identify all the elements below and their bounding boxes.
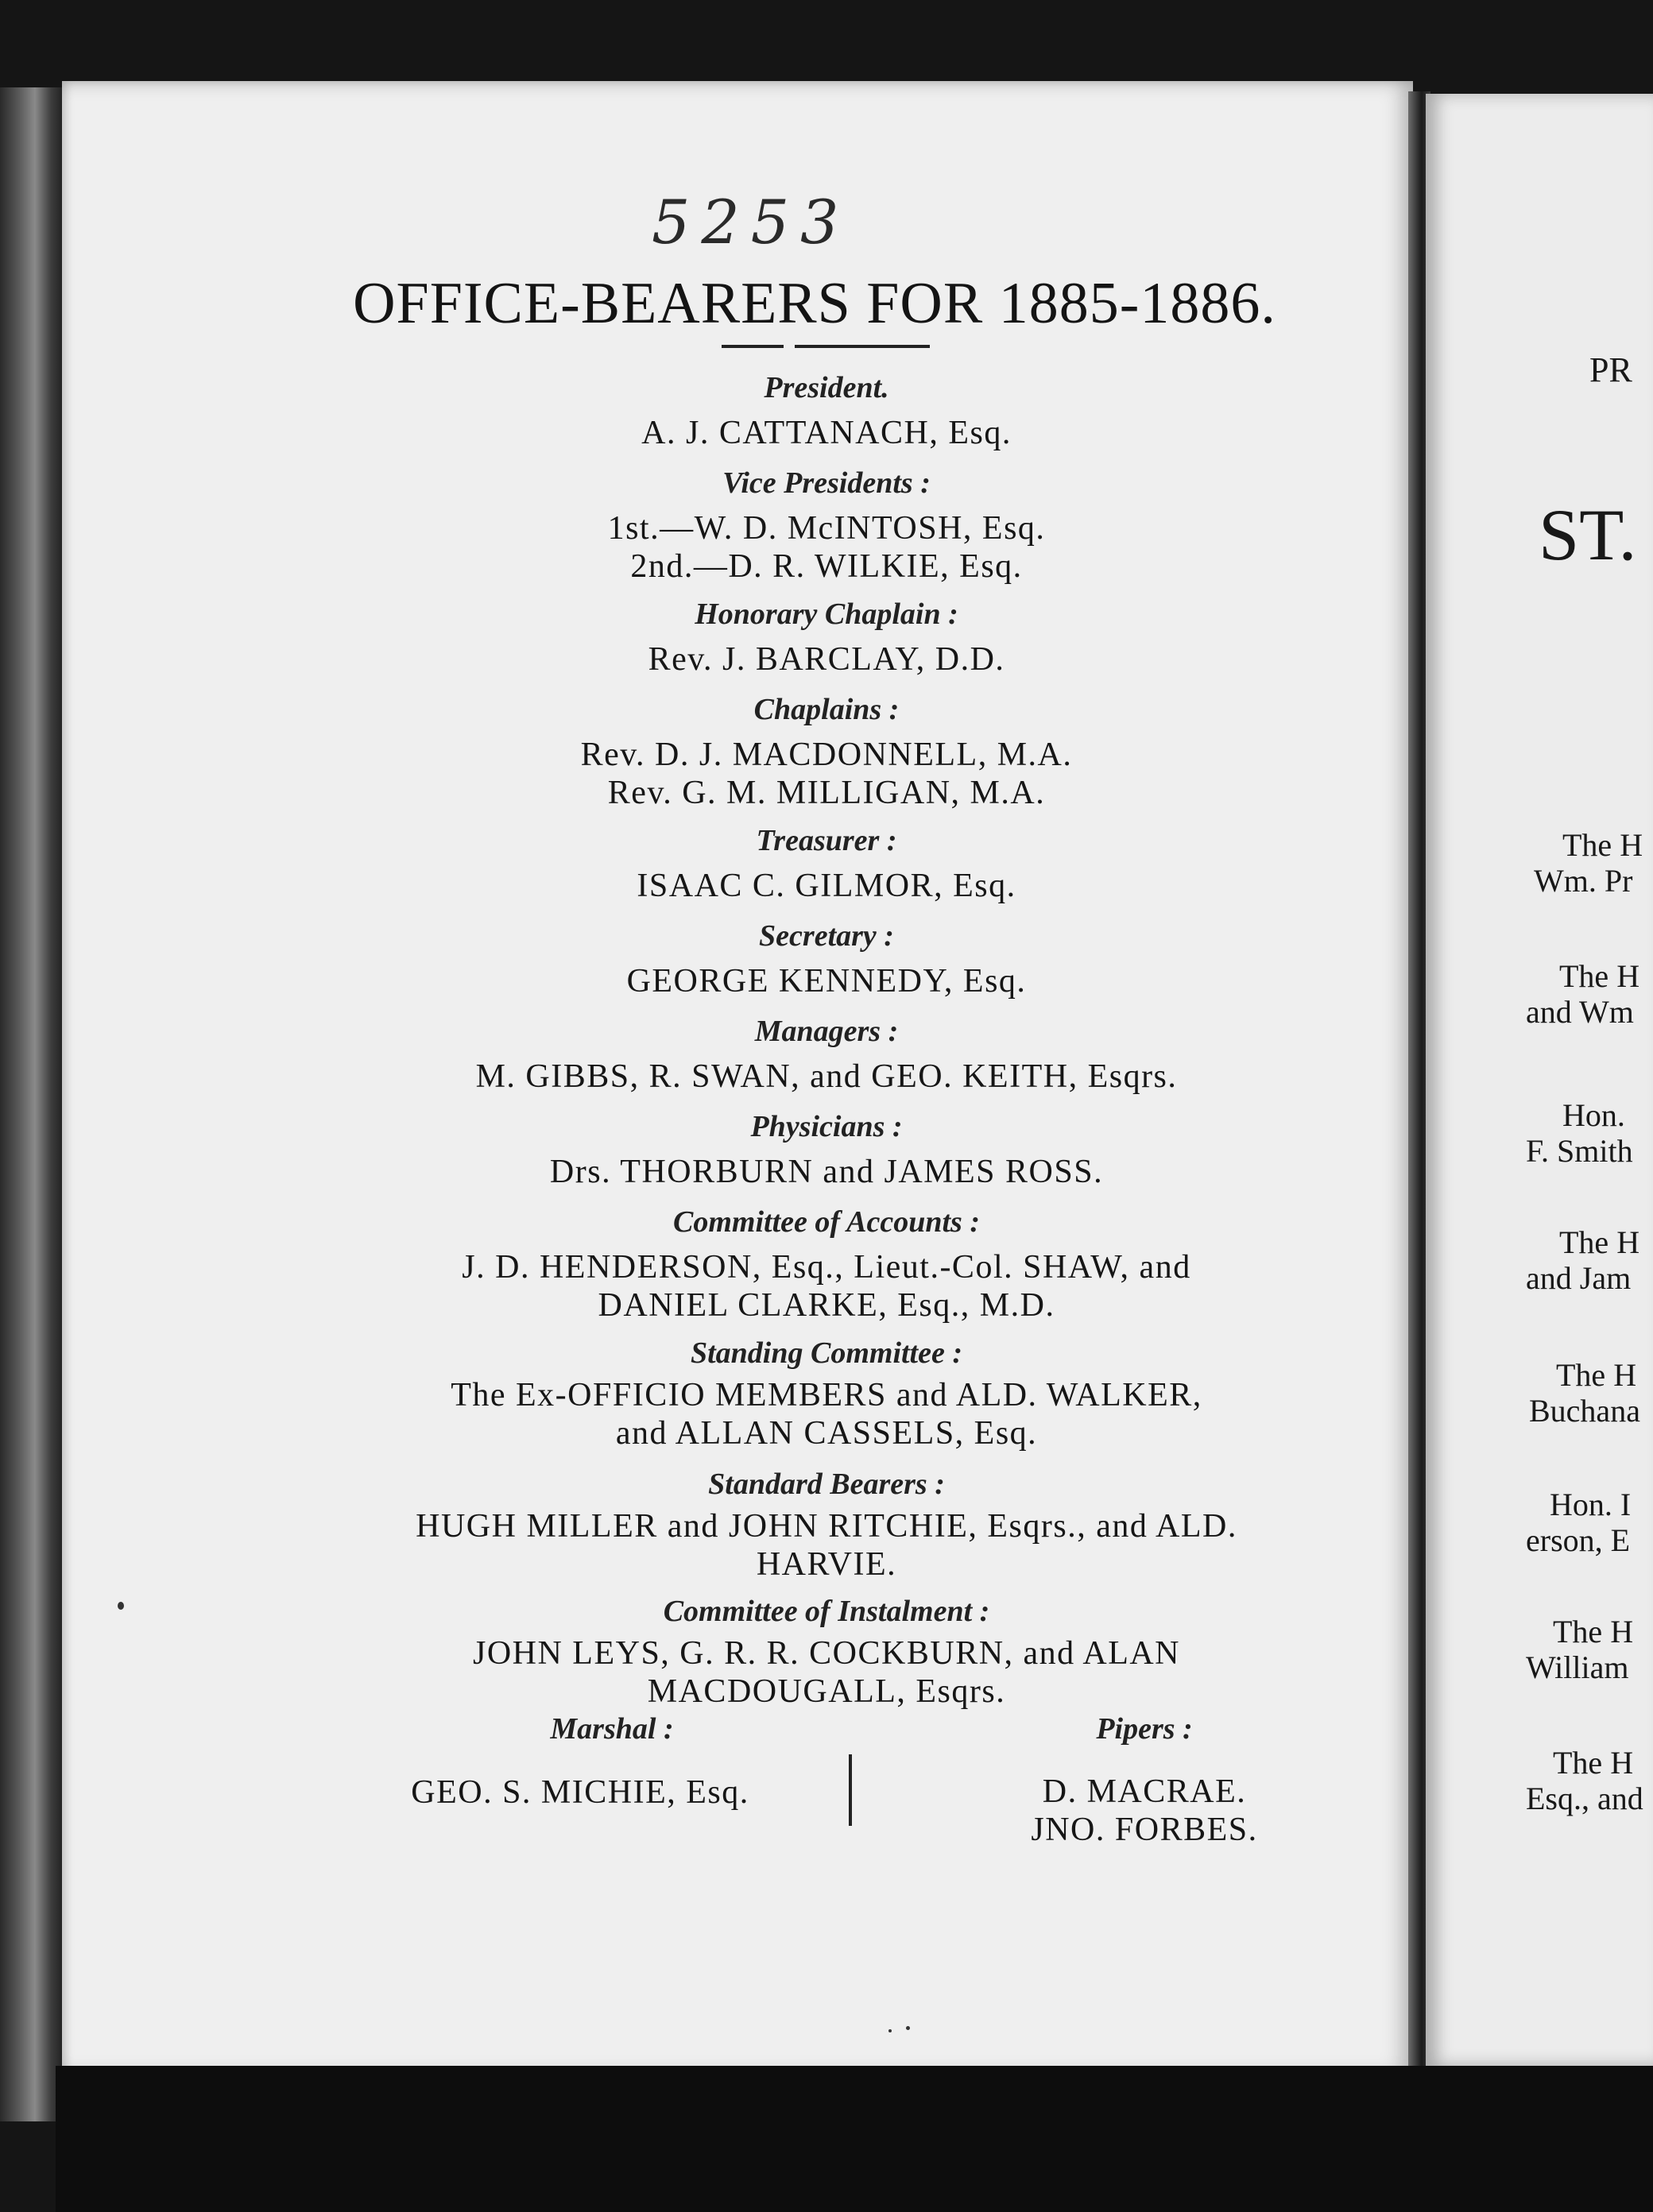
office-holder-line: JOHN LEYS, G. R. R. COCKBURN, and ALAN (472, 1635, 1181, 1672)
marshal-name: GEO. S. MICHIE, Esq. (411, 1774, 749, 1811)
office-holder-line: HARVIE. (756, 1546, 897, 1583)
office-entry (262, 596, 1391, 679)
page-heading: OFFICE-BEARERS FOR 1885-1886. (353, 271, 1276, 336)
right-page-fragment: ST. (1539, 494, 1637, 575)
office-role: Secretary : (759, 919, 894, 953)
office-role: Honorary Chaplain : (695, 597, 958, 631)
office-entry (262, 1593, 1391, 1711)
office-entry (262, 369, 1391, 452)
marshal-role: Marshal : (550, 1712, 674, 1746)
right-page-fragment: erson, E (1526, 1522, 1631, 1558)
right-page-fragment: William (1526, 1649, 1629, 1685)
heading-rule-long (795, 345, 930, 348)
piper-name-1: D. MACRAE. (1042, 1773, 1247, 1810)
office-holder-line: J. D. HENDERSON, Esq., Lieut.-Col. SHAW, and (462, 1249, 1191, 1286)
office-holder-line: MACDOUGALL, Esqrs. (647, 1673, 1006, 1710)
office-role: Committee of Accounts : (673, 1205, 980, 1239)
book-spine-edge (0, 87, 64, 2121)
office-entry (262, 1108, 1391, 1191)
right-page-fragment: and Wm (1526, 994, 1634, 1030)
right-page-fragment: and Jam (1526, 1260, 1632, 1296)
office-entry (262, 1013, 1391, 1096)
office-holder-line: HUGH MILLER and JOHN RITCHIE, Esqrs., and ALD. (416, 1508, 1237, 1545)
office-holder-line: Drs. THORBURN and JAMES ROSS. (549, 1154, 1104, 1190)
marshal-name-block (334, 1773, 826, 1812)
office-entry (262, 691, 1391, 812)
office-role: Standard Bearers : (708, 1468, 945, 1501)
office-holder-line: and ALLAN CASSELS, Esq. (615, 1415, 1038, 1452)
office-holder-line: GEORGE KENNEDY, Esq. (626, 963, 1027, 1000)
office-holder-line: Rev. J. BARCLAY, D.D. (648, 641, 1005, 678)
heading-rule-short (722, 345, 784, 348)
office-role: Physicians : (750, 1110, 903, 1143)
office-entry (262, 822, 1391, 905)
right-page-fragment: The H (1559, 958, 1640, 994)
office-role: Treasurer : (756, 824, 897, 857)
office-role: Standing Committee : (690, 1336, 963, 1370)
right-page-fragment: The H (1559, 1224, 1640, 1260)
bottom-shadow (56, 2066, 1653, 2212)
office-entry (262, 1204, 1391, 1324)
office-holder-line: M. GIBBS, R. SWAN, and GEO. KEITH, Esqrs. (475, 1058, 1178, 1095)
office-holder-line: Rev. D. J. MACDONNELL, M.A. (580, 737, 1073, 773)
pipers-role: Pipers : (1096, 1712, 1193, 1746)
page-speck (118, 1602, 124, 1610)
office-holder-line: DANIEL CLARKE, Esq., M.D. (598, 1287, 1055, 1324)
page-speck (906, 2026, 910, 2030)
office-holder-line: ISAAC C. GILMOR, Esq. (637, 868, 1016, 904)
office-holder-line: A. J. CATTANACH, Esq. (641, 415, 1012, 451)
right-page-fragment: The H (1562, 827, 1643, 863)
marshal-role-block (445, 1711, 779, 1747)
page-speck (888, 2029, 892, 2032)
office-entry (262, 918, 1391, 1000)
right-page-fragment: The H (1553, 1614, 1634, 1649)
handwritten-number: 5253 (652, 187, 850, 257)
column-divider (849, 1754, 852, 1826)
office-holder-line: 1st.—W. D. McINTOSH, Esq. (607, 510, 1046, 547)
right-page-fragment: PR (1589, 350, 1632, 389)
office-entry (262, 465, 1391, 586)
office-entry (262, 1335, 1391, 1452)
right-page-fragment: The H (1556, 1357, 1637, 1393)
right-page-fragment: Wm. Pr (1534, 863, 1633, 899)
office-holder-line: Rev. G. M. MILLIGAN, M.A. (607, 775, 1046, 811)
right-page-fragment: Hon. I (1550, 1487, 1632, 1522)
office-role: Chaplains : (753, 693, 900, 726)
office-role: Vice Presidents : (722, 466, 931, 500)
office-role: Managers : (754, 1015, 899, 1048)
office-holder-line: 2nd.—D. R. WILKIE, Esq. (630, 548, 1023, 585)
office-holder-line: The Ex-OFFICIO MEMBERS and ALD. WALKER, (451, 1377, 1202, 1413)
pipers-block (954, 1711, 1335, 1849)
right-page-fragment: Hon. (1562, 1097, 1625, 1133)
right-page-fragment: The H (1553, 1745, 1634, 1781)
piper-name-2: JNO. FORBES. (1031, 1812, 1258, 1848)
office-entry (262, 1466, 1391, 1584)
right-page-fragment: F. Smith (1526, 1133, 1633, 1169)
right-page-fragment: Buchana (1529, 1393, 1640, 1429)
office-role: President. (764, 371, 889, 404)
office-role: Committee of Instalment : (663, 1595, 990, 1628)
right-page-fragment: Esq., and (1526, 1781, 1643, 1816)
